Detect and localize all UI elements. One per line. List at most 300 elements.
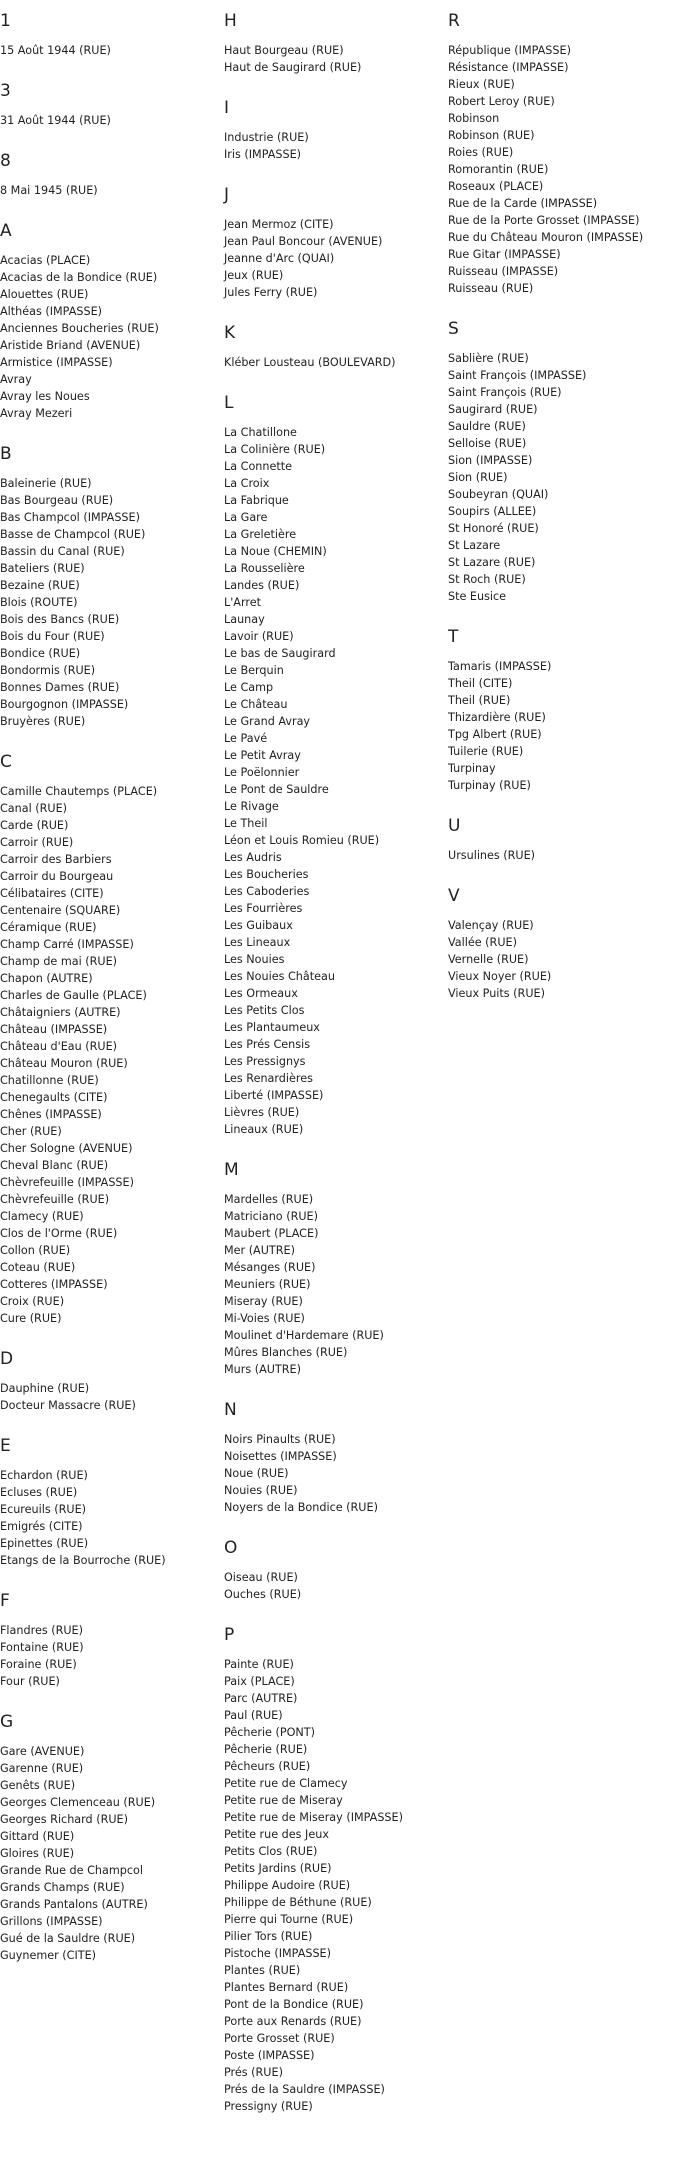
street-item: Plantes (RUE) xyxy=(224,1964,301,1977)
street-item: Robinson xyxy=(448,112,500,125)
street-item: Guynemer (CITE) xyxy=(0,1949,97,1962)
street-item: Petits Clos (RUE) xyxy=(224,1845,318,1858)
street-item: La Connette xyxy=(224,460,293,473)
street-item: Clos de l'Orme (RUE) xyxy=(0,1227,118,1240)
street-item: Les Caboderies xyxy=(224,885,310,898)
street-item: Léon et Louis Romieu (RUE) xyxy=(224,834,380,847)
street-item: Maubert (PLACE) xyxy=(224,1227,319,1240)
street-item: Lineaux (RUE) xyxy=(224,1123,304,1136)
street-item: La Colinière (RUE) xyxy=(224,443,326,456)
street-item: Grands Pantalons (AUTRE) xyxy=(0,1898,148,1911)
street-item: 31 Août 1944 (RUE) xyxy=(0,114,111,127)
street-item: Murs (AUTRE) xyxy=(224,1363,301,1376)
street-item: Aristide Briand (AVENUE) xyxy=(0,339,141,352)
street-item: Les Boucheries xyxy=(224,868,309,881)
street-item: Les Renardières xyxy=(224,1072,313,1085)
section-letter: P xyxy=(224,1625,235,1645)
street-item: Vernelle (RUE) xyxy=(448,953,529,966)
section-letter: B xyxy=(0,444,12,464)
street-list xyxy=(0,1467,224,1569)
street-item: Bezaine (RUE) xyxy=(0,579,80,592)
street-item: Le Grand Avray xyxy=(224,715,311,728)
street-item: Robert Leroy (RUE) xyxy=(448,95,555,108)
street-item: Sablière (RUE) xyxy=(448,352,529,365)
street-item: Bondice (RUE) xyxy=(0,647,81,660)
street-item: Basse de Champcol (RUE) xyxy=(0,528,146,541)
section-letter: F xyxy=(0,1591,10,1611)
street-item: Petits Jardins (RUE) xyxy=(224,1862,332,1875)
section-letter: T xyxy=(448,627,459,647)
street-item: Moulinet d'Hardemare (RUE) xyxy=(224,1329,384,1342)
street-item: Bondormis (RUE) xyxy=(0,664,96,677)
street-item: Soupirs (ALLEE) xyxy=(448,505,537,518)
street-list xyxy=(224,424,448,1138)
street-item: Petite rue de Miseray xyxy=(224,1794,343,1807)
street-item: Parc (AUTRE) xyxy=(224,1692,298,1705)
street-list xyxy=(0,1380,224,1414)
street-item: La Chatillone xyxy=(224,426,297,439)
street-item: Ouches (RUE) xyxy=(224,1588,302,1601)
street-item: Pêcherie (PONT) xyxy=(224,1726,315,1739)
index-section xyxy=(0,11,224,59)
street-item: Vieux Noyer (RUE) xyxy=(448,970,552,983)
street-list xyxy=(448,847,675,864)
street-item: Thizardière (RUE) xyxy=(448,711,546,724)
index-section xyxy=(0,444,224,730)
street-item: Prés de la Sauldre (IMPASSE) xyxy=(224,2083,385,2096)
index-column-2 xyxy=(224,0,448,2137)
street-item: Avray xyxy=(0,373,32,386)
street-item: Les Fourrières xyxy=(224,902,303,915)
street-item: Carroir du Bourgeau xyxy=(0,870,114,883)
index-section xyxy=(448,11,675,297)
street-item: Les Nouies xyxy=(224,953,285,966)
section-letter: S xyxy=(448,319,459,339)
street-item: Matriciano (RUE) xyxy=(224,1210,318,1223)
street-list xyxy=(0,1622,224,1690)
street-item: Résistance (IMPASSE) xyxy=(448,61,569,74)
street-item: Les Pressignys xyxy=(224,1055,306,1068)
street-item: Flandres (RUE) xyxy=(0,1624,83,1637)
street-list xyxy=(0,112,224,129)
section-letter: E xyxy=(0,1436,11,1456)
street-item: Ursulines (RUE) xyxy=(448,849,536,862)
index-section xyxy=(224,98,448,163)
street-item: Theil (CITE) xyxy=(448,677,513,690)
street-item: L'Arret xyxy=(224,596,261,609)
street-item: Carde (RUE) xyxy=(0,819,69,832)
street-item: Cheval Blanc (RUE) xyxy=(0,1159,109,1172)
street-item: Céramique (RUE) xyxy=(0,921,97,934)
street-item: Saint François (RUE) xyxy=(448,386,562,399)
section-letter: N xyxy=(224,1400,237,1420)
street-item: Industrie (RUE) xyxy=(224,131,309,144)
street-item: Canal (RUE) xyxy=(0,802,68,815)
section-letter: J xyxy=(224,185,230,205)
street-item: Liberté (IMPASSE) xyxy=(224,1089,324,1102)
street-item: Grillons (IMPASSE) xyxy=(0,1915,103,1928)
street-list xyxy=(224,1569,448,1603)
index-section xyxy=(224,1160,448,1378)
street-item: Prés (RUE) xyxy=(224,2066,283,2079)
street-item: Launay xyxy=(224,613,265,626)
section-letter: U xyxy=(448,816,461,836)
street-item: Jeux (RUE) xyxy=(224,269,284,282)
street-item: Chênes (IMPASSE) xyxy=(0,1108,102,1121)
street-item: Roies (RUE) xyxy=(448,146,514,159)
index-section xyxy=(448,319,675,605)
section-letter: I xyxy=(224,98,230,118)
section-letter: G xyxy=(0,1712,14,1732)
street-item: Petite rue de Miseray (IMPASSE) xyxy=(224,1811,403,1824)
street-item: Sion (IMPASSE) xyxy=(448,454,533,467)
street-list xyxy=(448,350,675,605)
street-item: Saugirard (RUE) xyxy=(448,403,538,416)
street-item: Rue de la Porte Grosset (IMPASSE) xyxy=(448,214,640,227)
index-section xyxy=(0,1349,224,1414)
index-section xyxy=(0,1591,224,1690)
street-item: Rue Gitar (IMPASSE) xyxy=(448,248,561,261)
street-item: Foraine (RUE) xyxy=(0,1658,77,1671)
street-item: Lièvres (RUE) xyxy=(224,1106,300,1119)
street-item: Romorantin (RUE) xyxy=(448,163,549,176)
street-item: Georges Richard (RUE) xyxy=(0,1813,128,1826)
street-item: Gué de la Sauldre (RUE) xyxy=(0,1932,136,1945)
street-item: Petite rue des Jeux xyxy=(224,1828,329,1841)
street-item: La Noue (CHEMIN) xyxy=(224,545,327,558)
street-item: Pêcheurs (RUE) xyxy=(224,1760,311,1773)
street-item: Grands Champs (RUE) xyxy=(0,1881,125,1894)
street-item: Etangs de la Bourroche (RUE) xyxy=(0,1554,166,1567)
street-item: Château d'Eau (RUE) xyxy=(0,1040,118,1053)
street-item: Le Petit Avray xyxy=(224,749,301,762)
street-item: Blois (ROUTE) xyxy=(0,596,78,609)
street-item: Tuilerie (RUE) xyxy=(448,745,524,758)
street-list xyxy=(0,1743,224,1964)
street-item: Croix (RUE) xyxy=(0,1295,65,1308)
street-item: Plantes Bernard (RUE) xyxy=(224,1981,349,1994)
street-item: Château (IMPASSE) xyxy=(0,1023,108,1036)
section-letter: D xyxy=(0,1349,14,1369)
street-item: Tamaris (IMPASSE) xyxy=(448,660,552,673)
street-item: Paul (RUE) xyxy=(224,1709,283,1722)
street-item: Clamecy (RUE) xyxy=(0,1210,84,1223)
street-item: St Roch (RUE) xyxy=(448,573,526,586)
street-item: Valençay (RUE) xyxy=(448,919,534,932)
street-item: Noue (RUE) xyxy=(224,1467,289,1480)
street-item: Gittard (RUE) xyxy=(0,1830,75,1843)
index-section xyxy=(448,816,675,864)
street-item: Lavoir (RUE) xyxy=(224,630,294,643)
section-letter: M xyxy=(224,1160,239,1180)
street-item: Acacias de la Bondice (RUE) xyxy=(0,271,158,284)
street-item: Mardelles (RUE) xyxy=(224,1193,314,1206)
street-item: Oiseau (RUE) xyxy=(224,1571,298,1584)
street-item: Epinettes (RUE) xyxy=(0,1537,89,1550)
street-item: Turpinay xyxy=(448,762,496,775)
section-letter: V xyxy=(448,886,460,906)
street-item: Château Mouron (RUE) xyxy=(0,1057,128,1070)
street-item: Pêcherie (RUE) xyxy=(224,1743,308,1756)
street-item: Mûres Blanches (RUE) xyxy=(224,1346,348,1359)
street-item: Carroir (RUE) xyxy=(0,836,74,849)
street-list xyxy=(0,42,224,59)
index-column-1 xyxy=(0,0,224,1986)
street-item: Chèvrefeuille (IMPASSE) xyxy=(0,1176,134,1189)
street-item: Acacias (PLACE) xyxy=(0,254,91,267)
street-item: St Lazare xyxy=(448,539,501,552)
street-item: Porte aux Renards (RUE) xyxy=(224,2015,362,2028)
street-list xyxy=(224,129,448,163)
street-item: Emigrés (CITE) xyxy=(0,1520,83,1533)
index-section xyxy=(0,1712,224,1964)
street-item: Carroir des Barbiers xyxy=(0,853,112,866)
street-item: Cure (RUE) xyxy=(0,1312,62,1325)
street-item: La Croix xyxy=(224,477,270,490)
street-list xyxy=(0,182,224,199)
street-item: Centenaire (SQUARE) xyxy=(0,904,121,917)
street-item: Noirs Pinaults (RUE) xyxy=(224,1433,336,1446)
street-item: République (IMPASSE) xyxy=(448,44,571,57)
street-list xyxy=(0,475,224,730)
street-item: Bois du Four (RUE) xyxy=(0,630,105,643)
street-item: Les Ormeaux xyxy=(224,987,298,1000)
street-item: Chenegaults (CITE) xyxy=(0,1091,108,1104)
street-item: Kléber Lousteau (BOULEVARD) xyxy=(224,356,396,369)
street-item: Genêts (RUE) xyxy=(0,1779,76,1792)
street-item: Landes (RUE) xyxy=(224,579,300,592)
street-item: St Honoré (RUE) xyxy=(448,522,539,535)
street-item: Mi-Voies (RUE) xyxy=(224,1312,305,1325)
section-letter: 1 xyxy=(0,11,11,31)
street-item: Meuniers (RUE) xyxy=(224,1278,311,1291)
street-item: Pilier Tors (RUE) xyxy=(224,1930,313,1943)
street-item: Chapon (AUTRE) xyxy=(0,972,93,985)
street-item: Gloires (RUE) xyxy=(0,1847,75,1860)
section-letter: 3 xyxy=(0,81,11,101)
street-item: Pistoche (IMPASSE) xyxy=(224,1947,331,1960)
street-item: Porte Grosset (RUE) xyxy=(224,2032,335,2045)
street-item: Miseray (RUE) xyxy=(224,1295,303,1308)
index-section xyxy=(448,627,675,794)
street-item: Grande Rue de Champcol xyxy=(0,1864,143,1877)
street-item: Le Pavé xyxy=(224,732,268,745)
street-list xyxy=(224,1656,448,2115)
street-item: Docteur Massacre (RUE) xyxy=(0,1399,136,1412)
street-item: Nouies (RUE) xyxy=(224,1484,298,1497)
street-item: Les Prés Censis xyxy=(224,1038,311,1051)
street-item: Collon (RUE) xyxy=(0,1244,71,1257)
street-item: Haut de Saugirard (RUE) xyxy=(224,61,362,74)
street-item: Echardon (RUE) xyxy=(0,1469,88,1482)
street-item: Jeanne d'Arc (QUAI) xyxy=(224,252,335,265)
street-item: Champ Carré (IMPASSE) xyxy=(0,938,134,951)
street-item: Ecureuils (RUE) xyxy=(0,1503,86,1516)
street-item: Alouettes (RUE) xyxy=(0,288,89,301)
street-item: Cotteres (IMPASSE) xyxy=(0,1278,108,1291)
street-item: Le bas de Saugirard xyxy=(224,647,336,660)
street-item: St Lazare (RUE) xyxy=(448,556,536,569)
street-list xyxy=(0,252,224,422)
street-item: La Fabrique xyxy=(224,494,289,507)
index-section xyxy=(0,221,224,422)
index-section xyxy=(224,11,448,76)
index-section xyxy=(0,81,224,129)
street-item: Ruisseau (RUE) xyxy=(448,282,534,295)
street-item: Poste (IMPASSE) xyxy=(224,2049,315,2062)
index-section xyxy=(224,185,448,301)
street-item: Jules Ferry (RUE) xyxy=(224,286,318,299)
street-item: 15 Août 1944 (RUE) xyxy=(0,44,111,57)
street-item: Ste Eusice xyxy=(448,590,507,603)
index-section xyxy=(0,1436,224,1569)
street-item: Cher (RUE) xyxy=(0,1125,62,1138)
street-item: 8 Mai 1945 (RUE) xyxy=(0,184,98,197)
street-item: Le Pont de Sauldre xyxy=(224,783,329,796)
street-item: Bas Champcol (IMPASSE) xyxy=(0,511,140,524)
street-item: Rue de la Carde (IMPASSE) xyxy=(448,197,598,210)
street-item: Ruisseau (IMPASSE) xyxy=(448,265,559,278)
street-item: Bruyères (RUE) xyxy=(0,715,86,728)
street-item: Les Petits Clos xyxy=(224,1004,305,1017)
street-item: Pont de la Bondice (RUE) xyxy=(224,1998,364,2011)
street-item: Chèvrefeuille (RUE) xyxy=(0,1193,110,1206)
street-item: Georges Clemenceau (RUE) xyxy=(0,1796,156,1809)
street-item: Bas Bourgeau (RUE) xyxy=(0,494,114,507)
street-item: Armistice (IMPASSE) xyxy=(0,356,113,369)
index-section xyxy=(224,1625,448,2115)
street-item: Les Plantaumeux xyxy=(224,1021,320,1034)
street-item: Fontaine (RUE) xyxy=(0,1641,84,1654)
street-item: Noyers de la Bondice (RUE) xyxy=(224,1501,378,1514)
street-item: La Rousselière xyxy=(224,562,305,575)
section-letter: L xyxy=(224,393,234,413)
section-letter: 8 xyxy=(0,151,11,171)
street-item: Vieux Puits (RUE) xyxy=(448,987,545,1000)
section-letter: C xyxy=(0,752,12,772)
index-section xyxy=(0,151,224,199)
section-letter: R xyxy=(448,11,460,31)
street-item: Bonnes Dames (RUE) xyxy=(0,681,120,694)
street-item: Jean Paul Boncour (AVENUE) xyxy=(224,235,383,248)
street-item: Châtaigniers (AUTRE) xyxy=(0,1006,121,1019)
street-item: Turpinay (RUE) xyxy=(448,779,531,792)
street-item: Les Audris xyxy=(224,851,282,864)
street-item: Les Lineaux xyxy=(224,936,291,949)
street-item: Vallée (RUE) xyxy=(448,936,517,949)
street-item: Charles de Gaulle (PLACE) xyxy=(0,989,147,1002)
street-item: Mésanges (RUE) xyxy=(224,1261,316,1274)
street-item: La Gare xyxy=(224,511,268,524)
street-list xyxy=(224,42,448,76)
street-item: Chatillonne (RUE) xyxy=(0,1074,99,1087)
index-section xyxy=(224,1538,448,1603)
street-item: Le Rivage xyxy=(224,800,279,813)
street-list xyxy=(0,783,224,1327)
street-item: Sauldre (RUE) xyxy=(448,420,526,433)
street-item: Robinson (RUE) xyxy=(448,129,535,142)
street-item: Le Château xyxy=(224,698,288,711)
street-item: Painte (RUE) xyxy=(224,1658,294,1671)
street-list xyxy=(448,658,675,794)
street-item: Jean Mermoz (CITE) xyxy=(224,218,334,231)
section-letter: A xyxy=(0,221,12,241)
street-item: Noisettes (IMPASSE) xyxy=(224,1450,337,1463)
street-item: Garenne (RUE) xyxy=(0,1762,84,1775)
street-item: Anciennes Boucheries (RUE) xyxy=(0,322,159,335)
street-item: Ecluses (RUE) xyxy=(0,1486,78,1499)
street-item: Philippe de Béthune (RUE) xyxy=(224,1896,372,1909)
street-item: Four (RUE) xyxy=(0,1675,60,1688)
street-item: Champ de mai (RUE) xyxy=(0,955,118,968)
street-item: Gare (AVENUE) xyxy=(0,1745,85,1758)
street-item: Theil (RUE) xyxy=(448,694,511,707)
section-letter: O xyxy=(224,1538,238,1558)
street-item: Paix (PLACE) xyxy=(224,1675,295,1688)
street-item: Les Nouies Château xyxy=(224,970,335,983)
street-item: Camille Chautemps (PLACE) xyxy=(0,785,158,798)
street-item: Le Camp xyxy=(224,681,274,694)
street-item: Saint François (IMPASSE) xyxy=(448,369,587,382)
street-item: Sion (RUE) xyxy=(448,471,508,484)
street-item: Haut Bourgeau (RUE) xyxy=(224,44,344,57)
street-item: Rue du Château Mouron (IMPASSE) xyxy=(448,231,644,244)
street-item: Pressigny (RUE) xyxy=(224,2100,313,2113)
street-item: Coteau (RUE) xyxy=(0,1261,76,1274)
street-item: Roseaux (PLACE) xyxy=(448,180,544,193)
street-list xyxy=(224,216,448,301)
index-section xyxy=(0,752,224,1327)
street-item: Iris (IMPASSE) xyxy=(224,148,302,161)
street-item: Le Poëlonnier xyxy=(224,766,300,779)
index-section xyxy=(224,393,448,1138)
street-item: Baleinerie (RUE) xyxy=(0,477,92,490)
street-item: Althéas (IMPASSE) xyxy=(0,305,102,318)
street-item: Mer (AUTRE) xyxy=(224,1244,295,1257)
street-item: Selloise (RUE) xyxy=(448,437,527,450)
street-list xyxy=(224,354,448,371)
street-item: Pierre qui Tourne (RUE) xyxy=(224,1913,354,1926)
index-column-3 xyxy=(448,0,675,1024)
street-item: La Greletière xyxy=(224,528,297,541)
street-item: Bourgognon (IMPASSE) xyxy=(0,698,129,711)
street-item: Bateliers (RUE) xyxy=(0,562,85,575)
section-letter: K xyxy=(224,323,236,343)
street-item: Cher Sologne (AVENUE) xyxy=(0,1142,133,1155)
street-item: Bois des Bancs (RUE) xyxy=(0,613,120,626)
street-item: Le Berquin xyxy=(224,664,284,677)
index-section xyxy=(448,886,675,1002)
street-item: Dauphine (RUE) xyxy=(0,1382,90,1395)
street-item: Petite rue de Clamecy xyxy=(224,1777,348,1790)
street-list xyxy=(448,917,675,1002)
street-item: Tpg Albert (RUE) xyxy=(448,728,542,741)
street-item: Les Guibaux xyxy=(224,919,293,932)
street-item: Avray les Noues xyxy=(0,390,90,403)
street-item: Avray Mezeri xyxy=(0,407,73,420)
street-item: Philippe Audoire (RUE) xyxy=(224,1879,351,1892)
street-item: Rieux (RUE) xyxy=(448,78,515,91)
street-item: Célibataires (CITE) xyxy=(0,887,104,900)
street-item: Bassin du Canal (RUE) xyxy=(0,545,125,558)
index-section xyxy=(224,323,448,371)
street-list xyxy=(224,1431,448,1516)
street-list xyxy=(224,1191,448,1378)
index-section xyxy=(224,1400,448,1516)
street-item: Le Theil xyxy=(224,817,268,830)
street-item: Soubeyran (QUAI) xyxy=(448,488,549,501)
street-list xyxy=(448,42,675,297)
